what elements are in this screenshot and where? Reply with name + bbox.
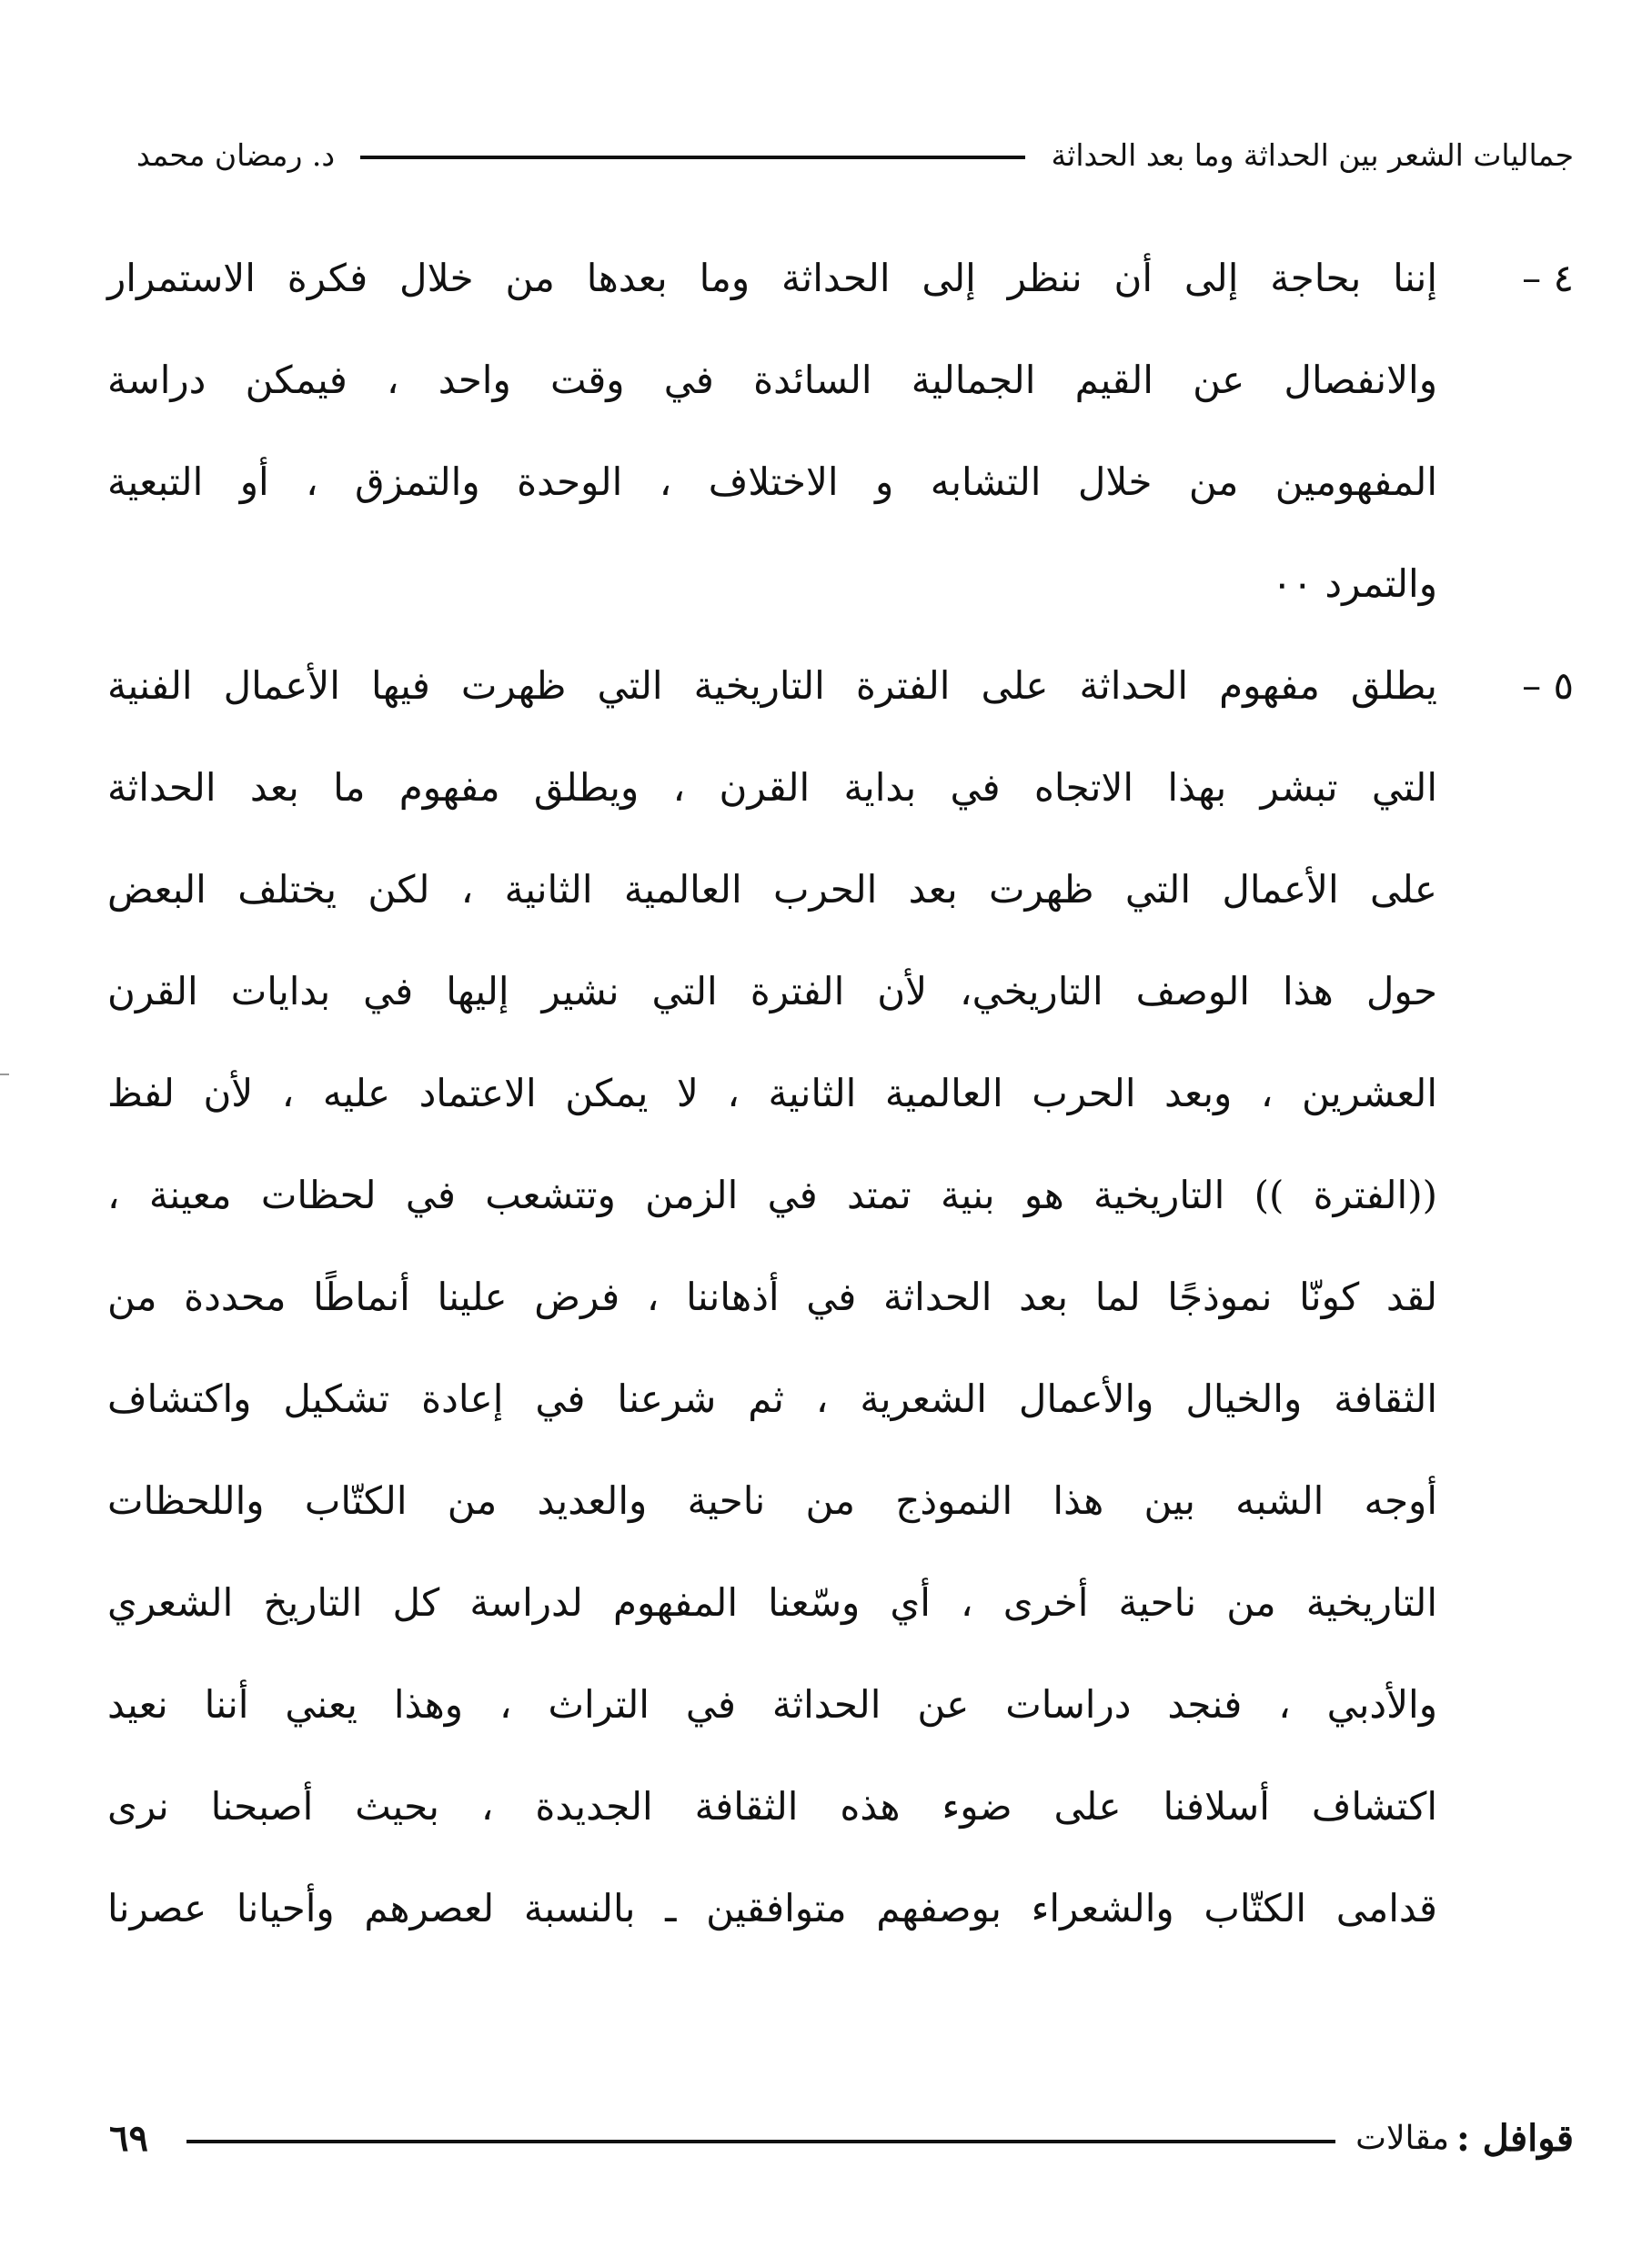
text-line: والانفصال عن القيم الجمالية السائدة في وقت واحد ، فيمكن دراسة — [107, 358, 1437, 402]
item-number: ٥ – — [1522, 663, 1574, 708]
text-line: الثقافة والخيال والأعمال الشعرية ، ثم شرعنا في إعادة تشكيل واكتشاف — [107, 1376, 1437, 1421]
item-text — [107, 635, 1437, 1960]
text-line: على الأعمال التي ظهرت بعد الحرب العالمية الثانية ، لكن يختلف البعض — [107, 867, 1437, 912]
text-line: التي تبشر بهذا الاتجاه في بداية القرن ، ويطلق مفهوم ما بعد الحداثة — [107, 765, 1437, 810]
numbered-item-5 — [107, 635, 1574, 1960]
text-line: أوجه الشبه بين هذا النموذج من ناحية والعديد من الكتّاب واللحظات — [107, 1478, 1437, 1523]
footer-rule — [186, 2140, 1335, 2143]
item-number: ٤ – — [1522, 256, 1574, 300]
text-line: اكتشاف أسلافنا على ضوء هذه الثقافة الجديدة ، بحيث أصبحنا نرى — [107, 1784, 1437, 1829]
margin-mark — [0, 1074, 9, 1081]
text-line: لقد كونّا نموذجًا لما بعد الحداثة في أذهاننا ، فرض علينا أنماطًا محددة من — [107, 1275, 1437, 1319]
text-line: العشرين ، وبعد الحرب العالمية الثانية ، لا يمكن الاعتماد عليه ، لأن لفظ — [107, 1071, 1437, 1115]
running-header — [136, 127, 1574, 182]
text-line: التاريخية من ناحية أخرى ، أي وسّعنا المفهوم لدراسة كل التاريخ الشعري — [107, 1580, 1437, 1625]
author-name: د. رمضان محمد — [136, 136, 336, 173]
running-footer — [91, 2106, 1574, 2170]
text-line: ((الفترة )) التاريخية هو بنية تمتد في الزمن وتتشعب في لحظات معينة ، — [107, 1173, 1437, 1217]
numbered-item-4 — [107, 227, 1574, 635]
journal-name: قوافل : — [1456, 2116, 1574, 2160]
text-line: إننا بحاجة إلى أن ننظر إلى الحداثة وما بعدها من خلال فكرة الاستمرار — [107, 256, 1437, 300]
text-line: والأدبي ، فنجد دراسات عن الحداثة في التراث ، وهذا يعني أننا نعيد — [107, 1682, 1437, 1727]
header-rule — [360, 156, 1025, 159]
text-line: المفهومين من خلال التشابه و الاختلاف ، الوحدة والتمزق ، أو التبعية — [107, 459, 1437, 504]
text-line: والتمرد ٠٠ — [1271, 561, 1437, 606]
item-text — [107, 227, 1437, 635]
text-line: قدامى الكتّاب والشعراء بوصفهم متوافقين ـ بالنسبة لعصرهم وأحيانا عصرنا — [107, 1886, 1437, 1930]
page-body — [107, 227, 1574, 1960]
book-title: جماليات الشعر بين الحداثة وما بعد الحداثة — [1051, 136, 1574, 173]
text-line: حول هذا الوصف التاريخي، لأن الفترة التي نشير إليها في بدايات القرن — [107, 969, 1437, 1013]
section-name: مقالات — [1355, 2119, 1449, 2157]
page-number: ٦٩ — [109, 2116, 148, 2160]
text-line: يطلق مفهوم الحداثة على الفترة التاريخية التي ظهرت فيها الأعمال الفنية — [107, 663, 1437, 708]
